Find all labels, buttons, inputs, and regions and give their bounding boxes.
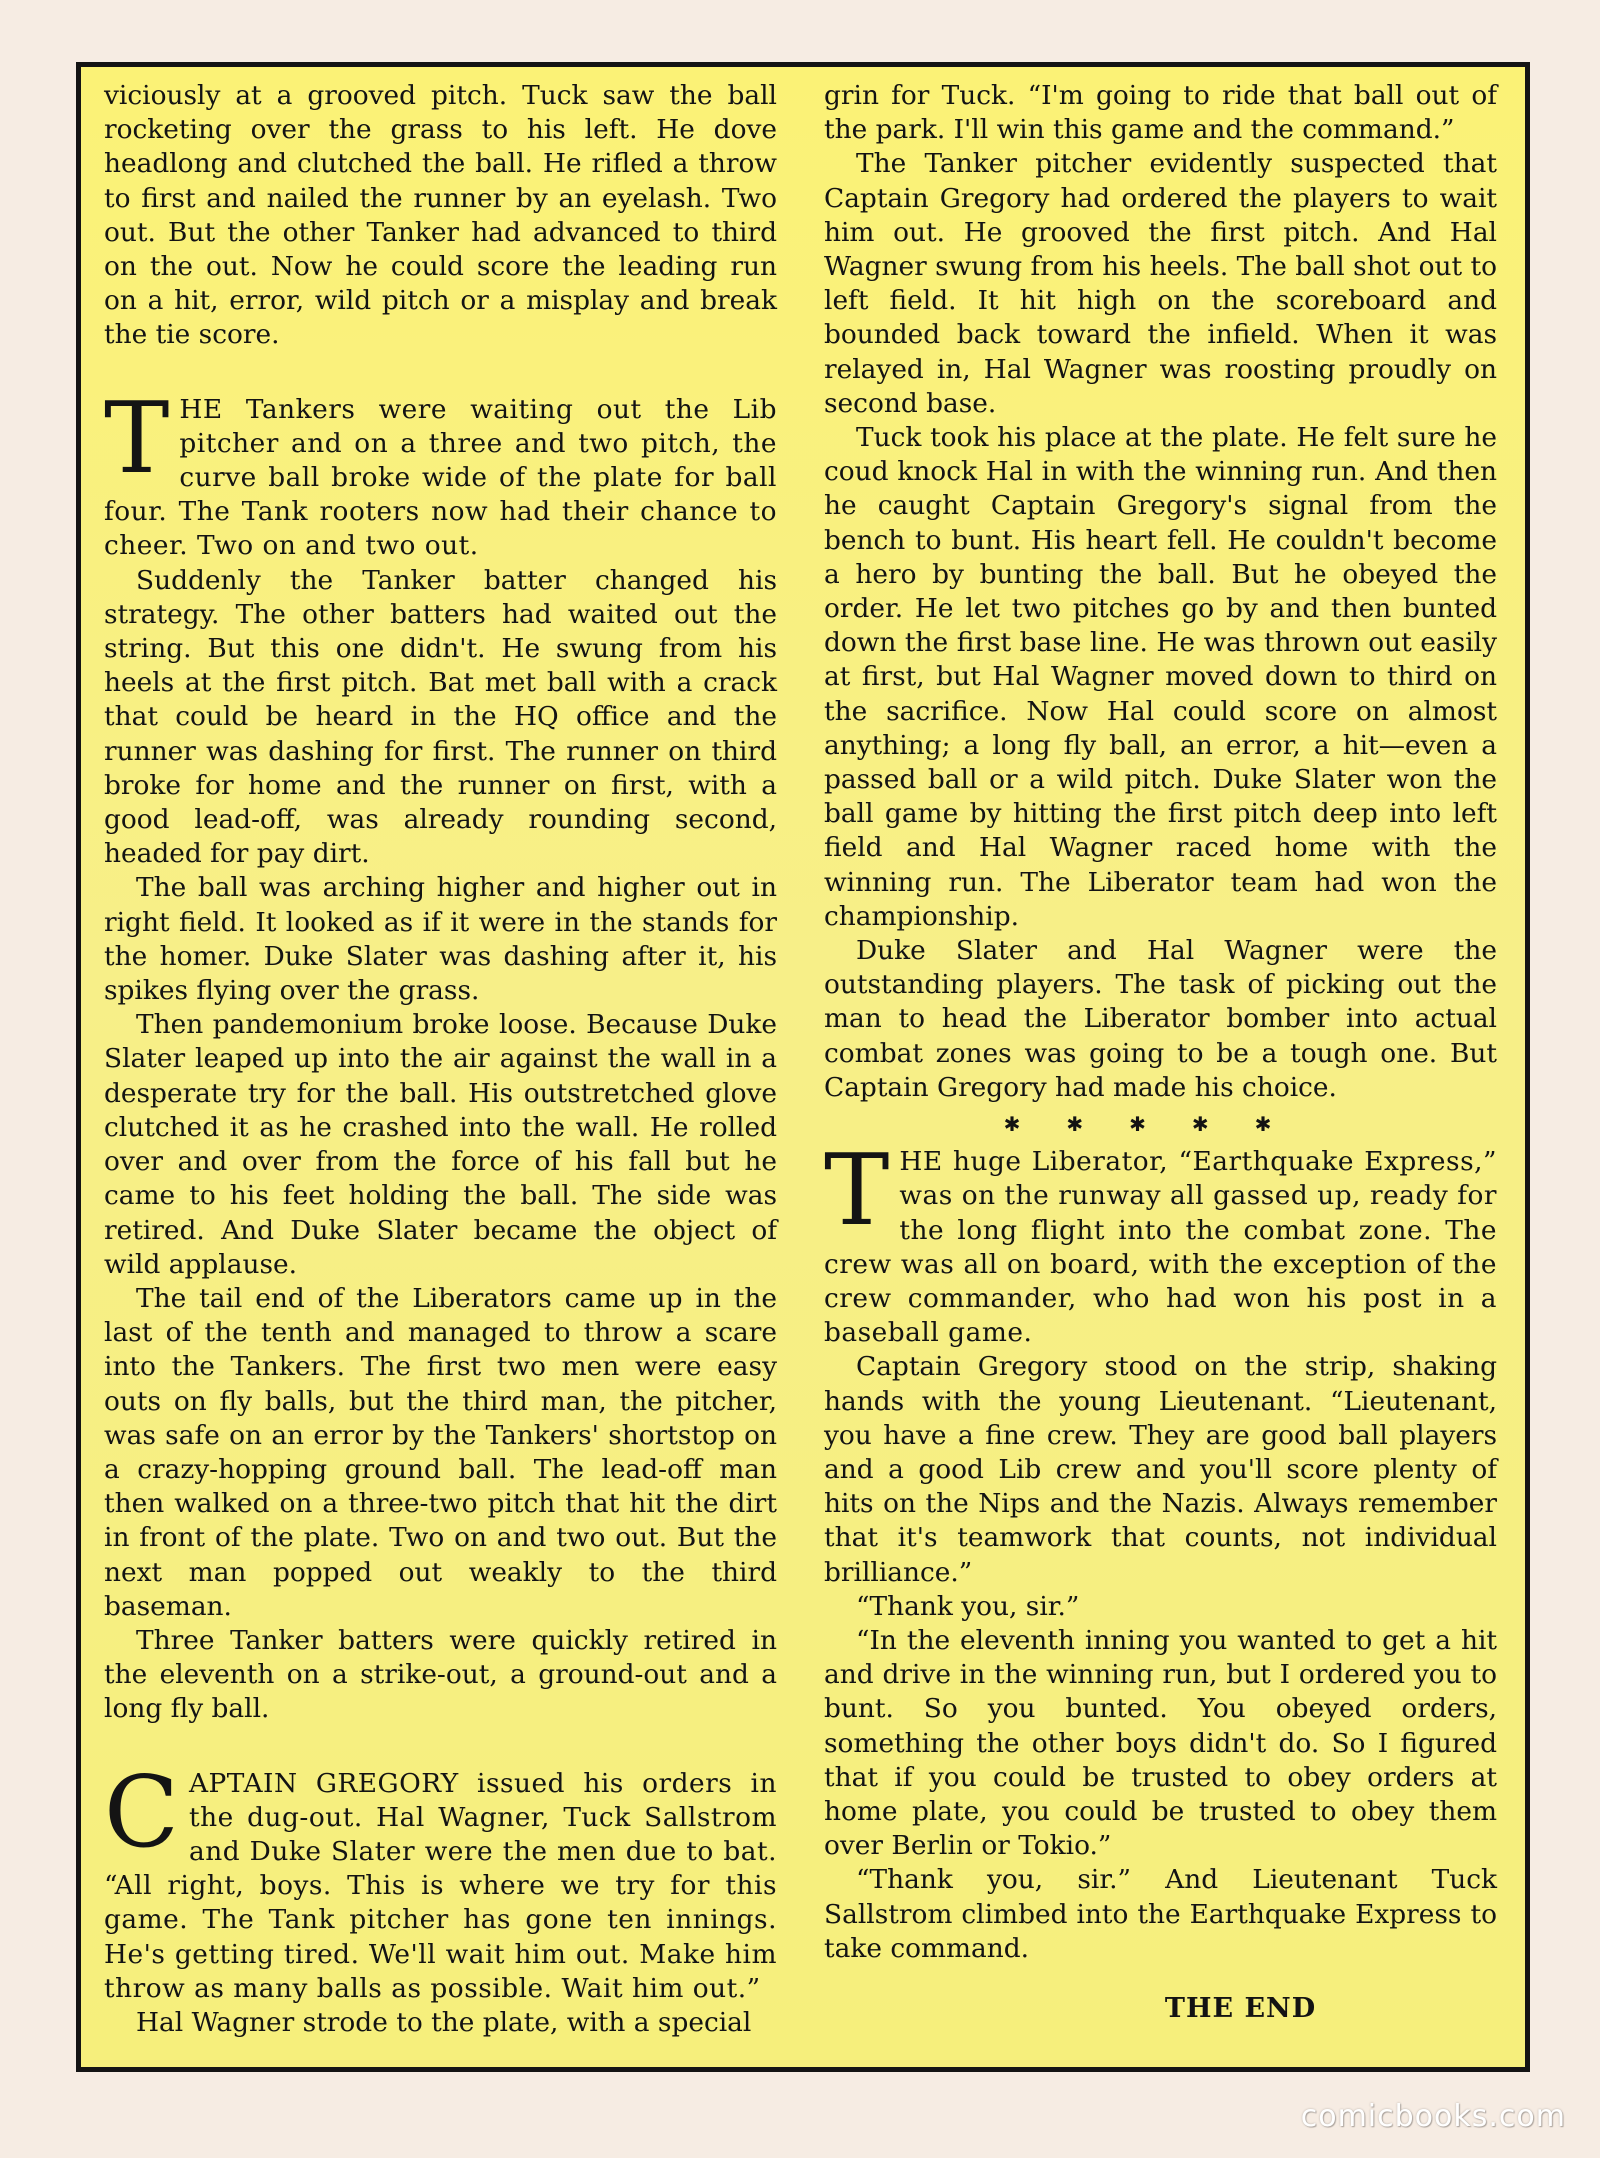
paragraph: The tail end of the Liberators came up in the last of the tenth and managed to throw a scare into the Tankers. The first two men were easy outs on fly balls, but the third man, the pitcher, was safe on an error by the Tankers' shortstop on a crazy-hopping ground ball. The lead-off man then walked on a three-two pitch that hit the dirt in front of the plate. Two on and two out. But the next man popped out weakly to the third baseman. <box>104 1282 777 1622</box>
the-end-label: THE END <box>1164 1992 1317 2024</box>
paragraph: Tuck took his place at the plate. He felt sure he coud knock Hal in with the winning run. And then he caught Captain Gregory's signal from the bench to bunt. His heart fell. He couldn't become a hero by bunting the ball. But he obeyed the order. He let two pitches go by and then bunted down the first base line. He was thrown out easily at first, but Hal Wagner moved down to third on the sacrifice. Now Hal could score on almost anything; a long fly ball, an error, a hit—even a passed ball or a wild pitch. Duke Slater won the ball game by hitting the first pitch deep into left field and Hal Wagner raced home with the winning run. The Liberator team had won the championship. <box>824 422 1497 932</box>
section-break-stars: ✱✱✱✱✱ <box>1003 1112 1318 1137</box>
left-column <box>104 79 777 2040</box>
paragraph-dropcap <box>104 381 777 564</box>
paragraph: Captain Gregory stood on the strip, shaking hands with the young Lieutenant. “Lieutenant, you have a fine crew. They are good ball players and a good Lib crew and you'll score plenty of hits on the Nips and the Nazis. Always remember that it's teamwork that counts, not individual brilliance.” <box>824 1351 1497 1588</box>
paragraph: Suddenly the Tanker batter changed his strategy. The other batters had waited out the string. But this one didn't. He swung from his heels at the first pitch. Bat met ball with a crack that could be heard in the HQ office and the runner was dashing for first. The runner on third broke for home and the runner on first, with a good lead-off, was already rounding second, headed for pay dirt. <box>104 564 777 870</box>
paragraph: The Tanker pitcher evidently suspected that Captain Gregory had ordered the players to wait him out. He grooved the first pitch. And Hal Wagner swung from his heels. The ball shot out to left field. It hit high on the scoreboard and bounded back toward the infield. When it was relayed in, Hal Wagner was roosting proudly on second base. <box>824 148 1497 419</box>
paragraph-dropcap <box>104 1755 777 2006</box>
paragraph: Hal Wagner strode to the plate, with a special <box>136 2006 752 2038</box>
paragraph: “In the eleventh inning you wanted to get a hit and drive in the winning run, but I ordered you to bunt. So you bunted. You obeyed orders, something the other boys didn't do. So I figured that if you could be trusted to obey orders at home plate, you could be trusted to obey them over Berlin or Tokio.” <box>824 1624 1497 1862</box>
paragraph-dropcap <box>824 1134 1497 1350</box>
drop-cap-letter: C <box>104 1755 179 1870</box>
drop-cap-letter: T <box>104 381 170 496</box>
paragraph: viciously at a grooved pitch. Tuck saw the ball rocketing over the grass to his left. He dove headlong and clutched the ball. He rifled a throw to first and nailed the runner by an eyelash. Two out. But the other Tanker had advanced to third on the out. Now he could score the leading run on a hit, error, wild pitch or a misplay and break the tie score. <box>104 80 777 351</box>
paragraph-text: HE Tankers were waiting out the Lib pitcher and on a three and two pitch, the curve ball broke wide of the plate for ball four. The Tank rooters now had their chance to cheer. Two on and two out. <box>104 393 777 562</box>
paragraph: Then pandemonium broke loose. Because Duke Slater leaped up into the air against the wall in a desperate try for the ball. His outstretched glove clutched it as he crashed into the wall. He rolled over and over from the force of his fall but he came to his feet holding the ball. The side was retired. And Duke Slater became the object of wild applause. <box>104 1009 777 1280</box>
paragraph-text: APTAIN GREGORY issued his orders in the dug-out. Hal Wagner, Tuck Sallstrom and Duke Slater were the men due to bat. “All right, boys. This is where we try for this game. The Tank pitcher has gone ten innings. He's getting tired. We'll wait him out. Make him throw as many balls as possible. Wait him out.” <box>104 1767 777 2004</box>
story-page <box>76 62 1530 2072</box>
paragraph: “Thank you, sir.” And Lieutenant Tuck Sallstrom climbed into the Earthquake Express to take command. <box>824 1864 1497 1964</box>
site-watermark: comicbooks.com <box>1300 2099 1566 2134</box>
paragraph: Duke Slater and Hal Wagner were the outstanding players. The task of picking out the man to head the Liberator bomber into actual combat zones was going to be a tough one. But Captain Gregory had made his choice. <box>824 935 1497 1103</box>
drop-cap-letter: T <box>824 1134 890 1249</box>
paragraph: grin for Tuck. “I'm going to ride that ball out of the park. I'll win this game and the command.” <box>824 80 1497 146</box>
column-gutter <box>799 87 801 2047</box>
paragraph-text: HE huge Liberator, “Earthquake Express,” was on the runway all gassed up, ready for the long flight into the combat zone. The crew was all on board, with the exception of the crew commander, who had won his post in a baseball game. <box>824 1146 1497 1349</box>
paragraph: “Thank you, sir.” <box>856 1590 1080 1622</box>
paragraph: The ball was arching higher and higher out in right field. It looked as if it were in the stands for the homer. Duke Slater was dashing after it, his spikes flying over the grass. <box>104 872 777 1007</box>
right-column <box>824 79 1497 2026</box>
paragraph: Three Tanker batters were quickly retired in the eleventh on a strike-out, a ground-out and a long fly ball. <box>104 1624 777 1725</box>
